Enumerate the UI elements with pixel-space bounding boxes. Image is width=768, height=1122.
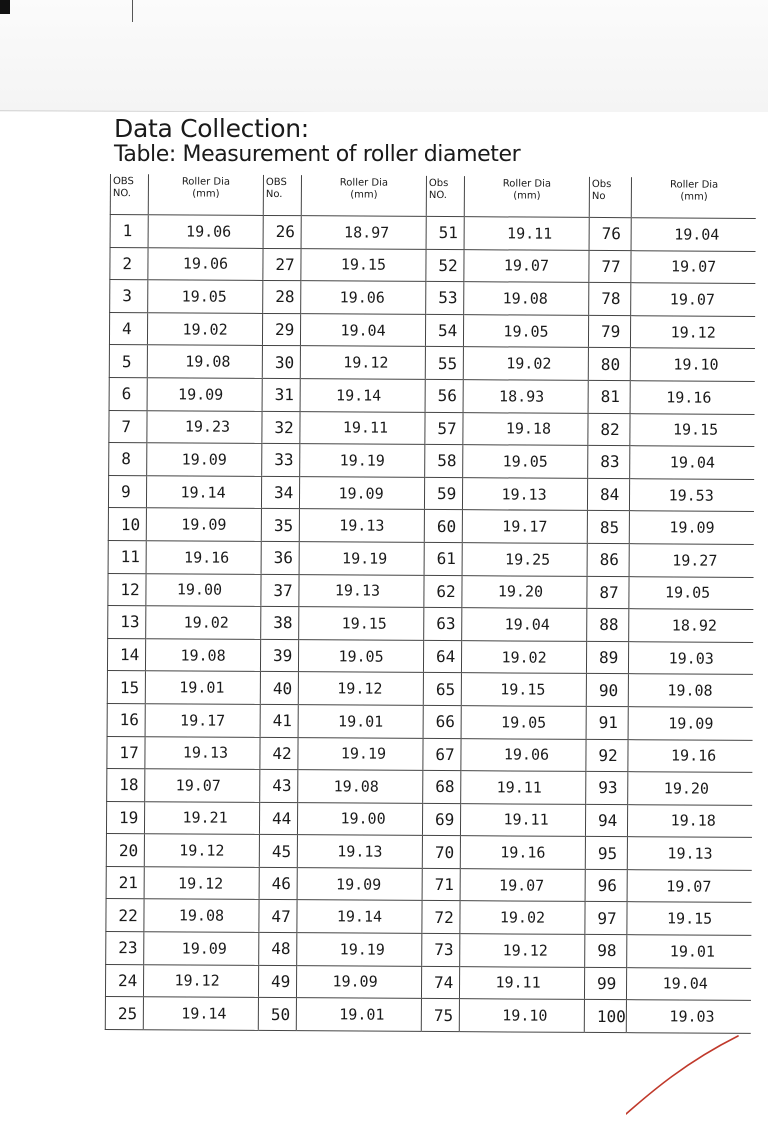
obs-number-cell: 10 — [108, 508, 146, 541]
table-row — [108, 606, 754, 643]
diameter-cell: 19.23 — [147, 410, 262, 443]
obs-number-cell: 45 — [259, 835, 297, 868]
header-roller-dia — [301, 175, 426, 216]
table-row — [108, 573, 754, 610]
diameter-cell: 19.06 — [461, 738, 586, 771]
measurement-table — [105, 174, 757, 1034]
header-dia-line: (mm) — [192, 188, 220, 200]
diameter-cell: 19.09 — [628, 707, 753, 740]
obs-number-cell: 22 — [106, 899, 144, 932]
obs-number-cell: 2 — [110, 247, 148, 280]
diameter-cell: 19.02 — [147, 313, 262, 346]
obs-number-cell: 70 — [422, 836, 460, 869]
obs-number-cell: 89 — [586, 641, 628, 674]
diameter-cell: 18.93 — [463, 380, 588, 413]
obs-number-cell: 99 — [584, 967, 626, 1000]
obs-number-cell: 58 — [425, 445, 463, 478]
scan-corner-mark — [0, 0, 10, 14]
diameter-cell: 19.01 — [298, 705, 423, 738]
diameter-cell: 19.15 — [461, 673, 586, 706]
obs-number-cell: 53 — [426, 282, 464, 315]
table-row — [106, 866, 752, 903]
obs-number-cell: 47 — [259, 900, 297, 933]
diameter-cell: 19.09 — [147, 443, 262, 476]
obs-number-cell: 60 — [424, 510, 462, 543]
check-mark-icon — [626, 1032, 741, 1122]
header-dia-line: (mm) — [350, 188, 378, 201]
diameter-cell: 19.05 — [461, 706, 586, 739]
diameter-cell: 19.12 — [460, 934, 585, 967]
obs-number-cell: 78 — [589, 283, 631, 316]
obs-number-cell: 40 — [260, 672, 298, 705]
diameter-cell: 19.09 — [146, 508, 261, 541]
header-obs-no — [589, 177, 631, 218]
diameter-cell: 19.09 — [296, 965, 421, 998]
obs-number-cell: 50 — [258, 998, 296, 1031]
table-row — [110, 215, 756, 252]
obs-number-cell: 28 — [263, 281, 301, 314]
header-obs-no — [263, 175, 301, 216]
diameter-cell: 19.09 — [144, 932, 259, 965]
table-row — [109, 312, 755, 349]
diameter-cell: 19.16 — [460, 836, 585, 869]
diameter-cell: 19.20 — [628, 772, 753, 805]
diameter-cell: 19.08 — [144, 899, 259, 932]
diameter-cell: 19.14 — [146, 475, 261, 508]
diameter-cell: 19.07 — [631, 283, 756, 316]
obs-number-cell: 55 — [425, 347, 463, 380]
obs-number-cell: 88 — [587, 609, 629, 642]
obs-number-cell: 81 — [588, 380, 630, 413]
table-row — [107, 769, 753, 806]
obs-number-cell: 52 — [426, 249, 464, 282]
diameter-cell: 19.16 — [628, 739, 753, 772]
header-roller-dia — [631, 177, 756, 218]
obs-number-cell: 19 — [106, 801, 144, 834]
obs-number-cell: 61 — [424, 542, 462, 575]
obs-number-cell: 8 — [109, 443, 147, 476]
table-row — [109, 345, 755, 382]
table-row — [105, 997, 751, 1034]
diameter-cell: 19.12 — [143, 964, 258, 997]
diameter-cell: 19.09 — [299, 476, 424, 509]
obs-number-cell: 93 — [586, 772, 628, 805]
table-row — [107, 671, 753, 708]
obs-number-cell: 56 — [425, 379, 463, 412]
diameter-cell: 19.06 — [301, 281, 426, 314]
diameter-cell: 19.13 — [462, 477, 587, 510]
diameter-cell: 19.16 — [146, 541, 261, 574]
obs-number-cell: 51 — [426, 216, 464, 249]
obs-number-cell: 59 — [424, 477, 462, 510]
obs-number-cell: 16 — [107, 703, 145, 736]
diameter-cell: 19.07 — [631, 250, 756, 283]
diameter-cell: 19.09 — [147, 378, 262, 411]
header-obs-line: Obs — [428, 177, 449, 190]
diameter-cell: 19.53 — [629, 478, 754, 511]
diameter-cell: 19.11 — [300, 411, 425, 444]
obs-number-cell: 92 — [586, 739, 628, 772]
obs-number-cell: 85 — [587, 511, 629, 544]
diameter-cell: 19.04 — [300, 313, 425, 346]
diameter-cell: 19.14 — [143, 997, 258, 1030]
diameter-cell: 19.17 — [462, 510, 587, 543]
diameter-cell: 19.27 — [629, 544, 754, 577]
diameter-cell: 19.03 — [626, 1000, 751, 1033]
diameter-cell: 19.03 — [628, 641, 753, 674]
diameter-cell: 19.07 — [460, 869, 585, 902]
obs-number-cell: 68 — [423, 771, 461, 804]
diameter-cell: 19.12 — [298, 672, 423, 705]
table-row — [106, 899, 752, 936]
obs-number-cell: 57 — [425, 412, 463, 445]
scan-top-strip — [0, 0, 768, 112]
diameter-cell: 19.12 — [144, 834, 259, 867]
obs-number-cell: 87 — [587, 576, 629, 609]
obs-number-cell: 73 — [422, 933, 460, 966]
obs-number-cell: 31 — [262, 378, 300, 411]
table-row — [107, 736, 753, 773]
diameter-cell: 19.01 — [145, 671, 260, 704]
header-obs-no — [110, 174, 148, 215]
table-row — [107, 638, 753, 675]
diameter-cell: 19.10 — [459, 999, 584, 1032]
header-obs-line: Obs — [591, 178, 612, 191]
obs-number-cell: 30 — [262, 346, 300, 379]
obs-number-cell: 34 — [261, 476, 299, 509]
diameter-cell: 19.08 — [145, 638, 260, 671]
obs-number-cell: 41 — [260, 704, 298, 737]
diameter-cell: 19.20 — [462, 575, 587, 608]
diameter-cell: 19.04 — [631, 218, 756, 251]
diameter-cell: 19.06 — [148, 247, 263, 280]
obs-number-cell: 67 — [423, 738, 461, 771]
scan-tick-mark — [132, 0, 133, 22]
diameter-cell: 19.07 — [145, 769, 260, 802]
header-dia-line: Roller Dia — [339, 177, 389, 189]
diameter-cell: 19.08 — [298, 770, 423, 803]
obs-number-cell: 11 — [108, 540, 146, 573]
obs-number-cell: 32 — [262, 411, 300, 444]
diameter-cell: 19.16 — [630, 381, 755, 414]
table-row — [106, 834, 752, 871]
obs-number-cell: 24 — [105, 964, 143, 997]
diameter-cell: 19.10 — [630, 348, 755, 381]
obs-number-cell: 97 — [585, 902, 627, 935]
obs-number-cell: 1 — [110, 215, 148, 248]
header-roller-dia — [148, 174, 263, 215]
table-row — [109, 443, 755, 480]
diameter-cell: 19.05 — [463, 314, 588, 347]
diameter-cell: 19.00 — [146, 573, 261, 606]
header-dia-line: Roller Dia — [669, 179, 719, 191]
obs-number-cell: 66 — [423, 705, 461, 738]
diameter-cell: 19.02 — [463, 347, 588, 380]
obs-number-cell: 18 — [107, 769, 145, 802]
diameter-cell: 19.05 — [463, 445, 588, 478]
table-row — [108, 540, 754, 577]
header-obs-line: NO. — [428, 189, 448, 201]
diameter-cell: 19.18 — [627, 804, 752, 837]
diameter-cell: 19.11 — [460, 803, 585, 836]
obs-number-cell: 4 — [109, 312, 147, 345]
diameter-cell: 19.05 — [629, 576, 754, 609]
diameter-cell: 19.08 — [628, 674, 753, 707]
obs-number-cell: 76 — [589, 217, 631, 250]
obs-number-cell: 48 — [259, 932, 297, 965]
obs-number-cell: 36 — [261, 541, 299, 574]
table-body — [105, 215, 756, 1034]
obs-number-cell: 37 — [261, 574, 299, 607]
header-dia-line: (mm) — [513, 189, 541, 202]
page-heading: Data Collection: — [114, 114, 309, 143]
obs-number-cell: 100 — [584, 1000, 626, 1033]
obs-number-cell: 5 — [109, 345, 147, 378]
diameter-cell: 19.01 — [296, 998, 421, 1031]
obs-number-cell: 3 — [110, 280, 148, 313]
diameter-cell: 19.02 — [460, 901, 585, 934]
obs-number-cell: 9 — [108, 475, 146, 508]
obs-number-cell: 27 — [263, 248, 301, 281]
obs-number-cell: 96 — [585, 869, 627, 902]
diameter-cell: 19.11 — [461, 771, 586, 804]
table-row — [108, 508, 754, 545]
diameter-cell: 19.08 — [464, 282, 589, 315]
obs-number-cell: 91 — [586, 706, 628, 739]
obs-number-cell: 98 — [585, 934, 627, 967]
diameter-cell: 19.12 — [144, 867, 259, 900]
obs-number-cell: 74 — [421, 966, 459, 999]
diameter-cell: 19.00 — [297, 802, 422, 835]
header-dia-line: (mm) — [680, 190, 708, 203]
diameter-cell: 19.14 — [300, 379, 425, 412]
obs-number-cell: 43 — [260, 770, 298, 803]
obs-number-cell: 13 — [108, 606, 146, 639]
obs-number-cell: 7 — [109, 410, 147, 443]
diameter-cell: 19.09 — [629, 511, 754, 544]
diameter-cell: 19.15 — [299, 607, 424, 640]
diameter-cell: 19.11 — [464, 217, 589, 250]
obs-number-cell: 80 — [588, 348, 630, 381]
table-header-row — [110, 174, 756, 218]
diameter-cell: 19.19 — [297, 933, 422, 966]
notebook-page — [96, 112, 768, 1024]
obs-number-cell: 77 — [589, 250, 631, 283]
diameter-cell: 19.19 — [298, 737, 423, 770]
diameter-cell: 19.05 — [298, 639, 423, 672]
table-row — [106, 801, 752, 838]
diameter-cell: 19.02 — [461, 640, 586, 673]
header-dia-line: Roller Dia — [181, 176, 231, 188]
obs-number-cell: 23 — [106, 932, 144, 965]
diameter-cell: 19.07 — [627, 870, 752, 903]
obs-number-cell: 14 — [107, 638, 145, 671]
diameter-cell: 19.06 — [148, 215, 263, 248]
diameter-cell: 19.04 — [462, 608, 587, 641]
obs-number-cell: 64 — [423, 640, 461, 673]
obs-number-cell: 33 — [262, 444, 300, 477]
obs-number-cell: 44 — [259, 802, 297, 835]
header-obs-line: OBS — [265, 176, 287, 189]
diameter-cell: 19.25 — [462, 543, 587, 576]
diameter-cell: 18.92 — [629, 609, 754, 642]
obs-number-cell: 79 — [588, 315, 630, 348]
header-obs-line: OBS — [112, 176, 134, 188]
diameter-cell: 19.15 — [301, 248, 426, 281]
diameter-cell: 19.19 — [299, 542, 424, 575]
diameter-cell: 19.12 — [630, 315, 755, 348]
obs-number-cell: 35 — [261, 509, 299, 542]
diameter-cell: 19.14 — [297, 900, 422, 933]
diameter-cell: 19.13 — [627, 837, 752, 870]
diameter-cell: 18.97 — [301, 216, 426, 249]
diameter-cell: 19.13 — [299, 574, 424, 607]
obs-number-cell: 26 — [263, 215, 301, 248]
header-roller-dia — [464, 176, 589, 217]
diameter-cell: 19.04 — [626, 967, 751, 1000]
obs-number-cell: 94 — [585, 804, 627, 837]
table-row — [105, 964, 751, 1001]
obs-number-cell: 63 — [424, 608, 462, 641]
diameter-cell: 19.13 — [299, 509, 424, 542]
header-obs-no — [426, 176, 464, 217]
obs-number-cell: 86 — [587, 543, 629, 576]
header-obs-line: No. — [265, 188, 283, 200]
diameter-cell: 19.12 — [300, 346, 425, 379]
table-row — [110, 280, 756, 317]
diameter-cell: 19.07 — [464, 249, 589, 282]
obs-number-cell: 95 — [585, 837, 627, 870]
diameter-cell: 19.13 — [297, 835, 422, 868]
diameter-cell: 19.13 — [145, 736, 260, 769]
obs-number-cell: 84 — [587, 478, 629, 511]
obs-number-cell: 29 — [262, 313, 300, 346]
obs-number-cell: 39 — [260, 639, 298, 672]
obs-number-cell: 15 — [107, 671, 145, 704]
obs-number-cell: 25 — [105, 997, 143, 1030]
obs-number-cell: 83 — [588, 446, 630, 479]
obs-number-cell: 72 — [422, 901, 460, 934]
diameter-cell: 19.11 — [459, 966, 584, 999]
header-obs-line: No — [591, 190, 606, 202]
diameter-cell: 19.08 — [147, 345, 262, 378]
obs-number-cell: 20 — [106, 834, 144, 867]
obs-number-cell: 6 — [109, 377, 147, 410]
obs-number-cell: 69 — [422, 803, 460, 836]
obs-number-cell: 17 — [107, 736, 145, 769]
diameter-cell: 19.02 — [146, 606, 261, 639]
table-row — [109, 377, 755, 414]
diameter-cell: 19.17 — [145, 704, 260, 737]
diameter-cell: 19.15 — [630, 413, 755, 446]
diameter-cell: 19.04 — [630, 446, 755, 479]
obs-number-cell: 12 — [108, 573, 146, 606]
table-caption: Table: Measurement of roller diameter — [114, 142, 521, 167]
obs-number-cell: 46 — [259, 867, 297, 900]
obs-number-cell: 82 — [588, 413, 630, 446]
obs-number-cell: 90 — [586, 674, 628, 707]
obs-number-cell: 75 — [421, 999, 459, 1032]
obs-number-cell: 62 — [424, 575, 462, 608]
obs-number-cell: 38 — [261, 607, 299, 640]
obs-number-cell: 49 — [258, 965, 296, 998]
header-dia-line: Roller Dia — [502, 178, 552, 190]
table-row — [110, 247, 756, 284]
table-row — [108, 475, 754, 512]
diameter-cell: 19.01 — [627, 935, 752, 968]
diameter-cell: 19.09 — [297, 868, 422, 901]
diameter-cell: 19.19 — [300, 444, 425, 477]
obs-number-cell: 54 — [425, 314, 463, 347]
table-row — [106, 932, 752, 969]
diameter-cell: 19.05 — [148, 280, 263, 313]
header-obs-line: NO. — [112, 187, 132, 199]
diameter-cell: 19.18 — [463, 412, 588, 445]
obs-number-cell: 21 — [106, 866, 144, 899]
table-row — [109, 410, 755, 447]
obs-number-cell: 71 — [422, 868, 460, 901]
obs-number-cell: 65 — [423, 673, 461, 706]
diameter-cell: 19.21 — [144, 801, 259, 834]
diameter-cell: 19.15 — [627, 902, 752, 935]
table-row — [107, 703, 753, 740]
obs-number-cell: 42 — [260, 737, 298, 770]
